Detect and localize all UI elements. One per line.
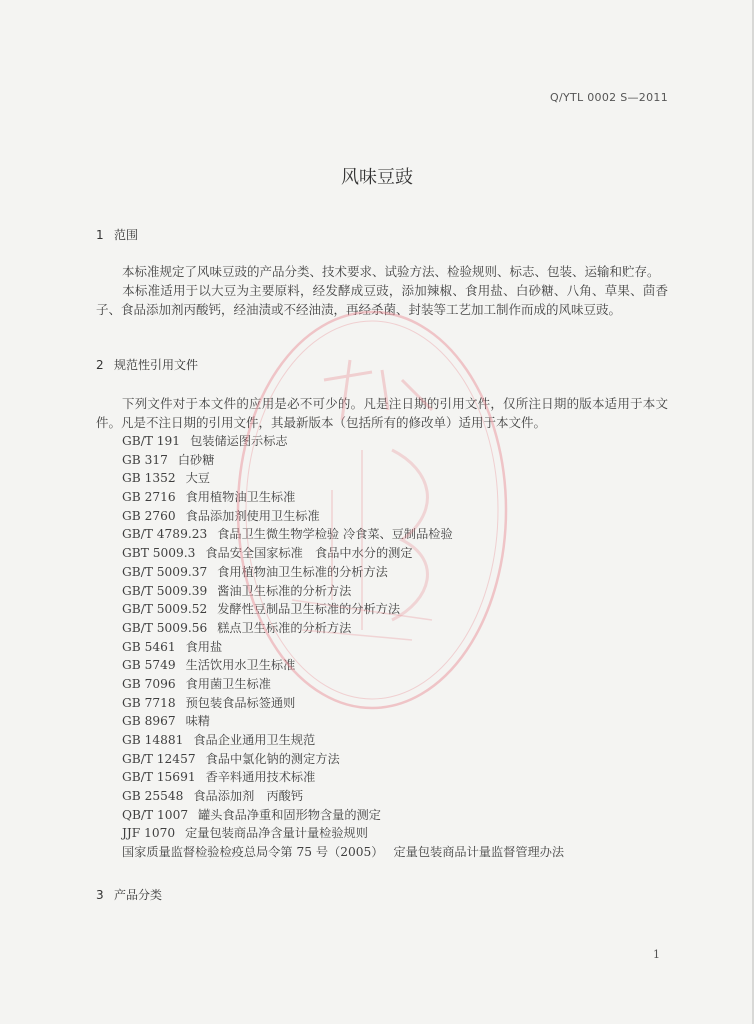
reference-code: GB 7096 xyxy=(122,676,176,691)
reference-code: GB 14881 xyxy=(122,733,184,747)
reference-list xyxy=(122,432,564,862)
reference-title: 罐头食品净重和固形物含量的测定 xyxy=(198,807,381,822)
section-number: 2 xyxy=(96,358,104,372)
reference-title: 酱油卫生标准的分析方法 xyxy=(217,583,352,598)
reference-item xyxy=(122,731,564,750)
scope-paragraph-2-text: 本标准适用于以大豆为主要原料，经发酵成豆豉，添加辣椒、食用盐、白砂糖、八角、草果、茴香子、食品添加剂丙酸钙，经油渍或不经油渍，再经杀菌、封装等工艺加工制作而成的风味豆豉。 xyxy=(96,283,668,317)
reference-title: 食品卫生微生物学检验 冷食菜、豆制品检验 xyxy=(217,527,453,542)
reference-item xyxy=(122,451,564,470)
reference-item xyxy=(122,787,564,806)
section-number: 1 xyxy=(96,228,104,242)
reference-title: 食用植物油卫生标准 xyxy=(185,490,296,505)
section-heading-classification xyxy=(96,886,162,903)
reference-item xyxy=(122,563,564,582)
reference-title: 食用菌卫生标准 xyxy=(185,676,271,691)
reference-item xyxy=(122,469,564,488)
section-heading-scope xyxy=(96,226,138,243)
reference-code: GB/T 191 xyxy=(122,434,181,448)
reference-item xyxy=(122,432,564,451)
reference-item xyxy=(122,712,564,731)
reference-title: 定量包装商品计量监督管理办法 xyxy=(393,845,565,860)
reference-code: GB 2760 xyxy=(122,508,176,523)
reference-item xyxy=(122,507,564,526)
reference-item xyxy=(122,638,564,657)
reference-code: GB/T 15691 xyxy=(122,770,196,785)
reference-title: 食用植物油卫生标准的分析方法 xyxy=(217,564,388,579)
section-number: 3 xyxy=(96,888,104,902)
reference-code: GBT 5009.3 xyxy=(122,546,196,561)
reference-title: 包装储运图示标志 xyxy=(190,434,288,448)
reference-title: 大豆 xyxy=(185,471,210,486)
reference-code: GB 5461 xyxy=(122,639,176,654)
reference-title: 食用盐 xyxy=(185,639,223,654)
reference-item xyxy=(122,525,564,544)
reference-title: 糕点卫生标准的分析方法 xyxy=(217,620,352,635)
reference-title: 食品中氯化钠的测定方法 xyxy=(205,751,340,766)
reference-title: 味精 xyxy=(185,714,210,729)
reference-title: 食品安全国家标准 食品中水分的测定 xyxy=(205,546,413,561)
section-title: 规范性引用文件 xyxy=(114,358,199,372)
reference-item xyxy=(122,544,564,563)
reference-item xyxy=(122,768,564,787)
reference-title: 食品添加剂使用卫生标准 xyxy=(185,508,320,523)
reference-item xyxy=(122,488,564,507)
reference-title: 生活饮用水卫生标准 xyxy=(185,658,296,673)
reference-item xyxy=(122,619,564,638)
scope-paragraph-1: 本标准规定了风味豆豉的产品分类、技术要求、试验方法、检验规则、标志、包装、运输和贮存。 xyxy=(122,264,660,279)
reference-item xyxy=(122,750,564,769)
section-title: 产品分类 xyxy=(114,888,163,902)
reference-title: 发酵性豆制品卫生标准的分析方法 xyxy=(217,602,401,617)
reference-code: GB 2716 xyxy=(122,490,176,505)
document-title: 风味豆豉 xyxy=(341,167,413,188)
reference-title: 香辛料通用技术标准 xyxy=(205,770,316,785)
reference-code: GB 7718 xyxy=(122,695,176,710)
reference-code: GB/T 5009.39 xyxy=(122,583,208,598)
reference-title: 白砂糖 xyxy=(177,452,215,467)
reference-code: GB 1352 xyxy=(122,471,176,486)
section-title: 范围 xyxy=(114,228,139,242)
reference-item xyxy=(122,824,564,843)
reference-item xyxy=(122,656,564,675)
reference-title: 食品添加剂 丙酸钙 xyxy=(193,789,304,804)
standard-code: Q/YTL 0002 S—2011 xyxy=(550,91,668,104)
scope-paragraph-2 xyxy=(96,281,668,319)
reference-code: GB 25548 xyxy=(122,789,184,804)
reference-code: 国家质量监督检验检疫总局令第 75 号（2005） xyxy=(122,845,384,860)
reference-item xyxy=(122,694,564,713)
reference-code: JJF 1070 xyxy=(122,826,176,841)
reference-code: GB/T 12457 xyxy=(122,751,196,766)
normative-intro: 下列文件对于本文件的应用是必不可少的。凡是注日期的引用文件，仅所注日期的版本适用于本文件。凡是不注日期的引用文件，其最新版本（包括所有的修改单）适用于本文件。 xyxy=(96,396,668,430)
reference-code: GB 317 xyxy=(122,452,168,467)
reference-title: 预包装食品标签通则 xyxy=(185,695,296,710)
reference-code: QB/T 1007 xyxy=(122,807,189,822)
reference-code: GB/T 5009.56 xyxy=(122,620,208,635)
reference-item xyxy=(122,600,564,619)
reference-title: 定量包装商品净含量计量检验规则 xyxy=(185,826,368,841)
reference-item xyxy=(122,675,564,694)
reference-item xyxy=(122,582,564,601)
reference-code: GB/T 5009.52 xyxy=(122,602,208,617)
reference-item xyxy=(122,806,564,825)
section-heading-normative xyxy=(96,356,198,373)
reference-item xyxy=(122,843,564,862)
reference-code: GB/T 4789.23 xyxy=(122,527,208,542)
reference-title: 食品企业通用卫生规范 xyxy=(193,733,316,747)
reference-code: GB/T 5009.37 xyxy=(122,564,208,579)
reference-code: GB 8967 xyxy=(122,714,176,729)
page-number: 1 xyxy=(653,948,660,961)
reference-code: GB 5749 xyxy=(122,658,176,673)
